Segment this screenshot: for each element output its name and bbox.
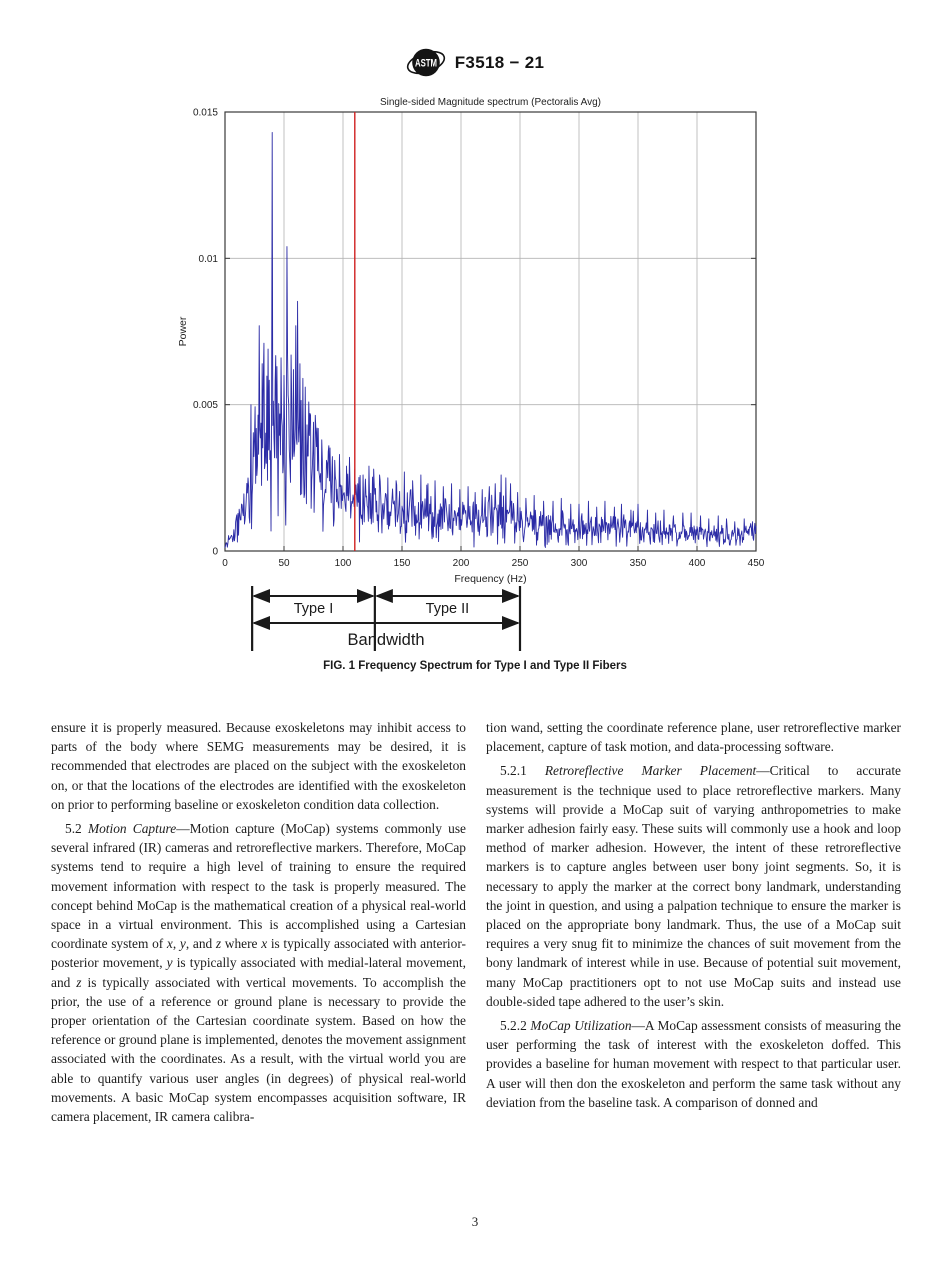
svg-text:450: 450 (747, 558, 765, 569)
svg-text:0: 0 (212, 546, 218, 558)
paragraph: 5.2.2 MoCap Utilization—A MoCap assessment consists of measuring the user performing the task of interest with the exoskeleton doffed. This provides a baseline for human movement with respect to that particular user. A user will then don the exoskeleton and perform the same task without any deviation from the baseline task. A comparison of donned and (486, 1018, 901, 1110)
svg-text:300: 300 (570, 558, 588, 569)
page-number: 3 (471, 1214, 479, 1229)
y-axis-label: Power (177, 316, 189, 347)
svg-text:50: 50 (278, 558, 290, 569)
svg-text:250: 250 (511, 558, 529, 569)
svg-text:150: 150 (393, 558, 411, 569)
astm-logo-icon (406, 44, 446, 81)
spectrum-line (225, 132, 756, 547)
spectrum-chart (160, 92, 780, 597)
body-column-left (51, 718, 466, 1126)
paragraph: tion wand, setting the coordinate reference plane, user retroreflective marker placement, capture of task motion, and data-processing software. (486, 720, 901, 755)
paragraph: 5.2 Motion Capture—Motion capture (MoCap) systems commonly use several infrared (IR) cameras and retroreflective markers. Therefore, MoCap systems tend to require a high level of training to ensure the required movement information with respect to the task is properly measured. The concept behind MoCap is the mathematical creation of a physical real-world space in a virtual environment. This is accomplished using a Cartesian coordinate system of x, y, and z where x is typically associated with anterior-posterior movement, y is typically associated with medial-lateral movement, and z is typically associated with vertical movements. To accomplish the prior, the use of a reference or ground plane is necessary to provide the proper orientation of the Cartesian coordinate system. Based on how the reference or ground plane is implemented, denotes the movement assignment associated with the coordinates. As a result, with the virtual world you are able to quantify various user angles (in degrees) of physical real-world movements. A basic MoCap system encompasses acquisition software, IR camera placement, IR camera calibra- (51, 821, 466, 1125)
svg-text:400: 400 (688, 558, 706, 569)
svg-text:0.015: 0.015 (192, 107, 218, 119)
astm-logo-text: ASTM (414, 57, 437, 70)
x-axis-label: Frequency (Hz) (454, 573, 527, 585)
bandwidth-diagram (160, 583, 780, 655)
page-header (0, 44, 950, 81)
bandwidth-label: Bandwidth (347, 631, 425, 649)
svg-text:0.005: 0.005 (192, 400, 218, 412)
body-column-right (486, 718, 901, 1112)
svg-text:0.01: 0.01 (198, 253, 218, 265)
svg-text:0: 0 (222, 558, 228, 569)
chart-title: Single-sided Magnitude spectrum (Pectoralis Avg) (379, 97, 602, 108)
paragraph: 5.2.1 Retroreflective Marker Placement—Critical to accurate measurement is the technique used to place retroreflective markers. Many systems will provide a MoCap suit of varying anthropometries to make marker adhesion fairly easy. These suits will commonly use a hook and loop method of marker adhesion. However, the intent of these retroreflective markers is to capture angles between user bony joint segments. So, it is necessary to apply the marker at the correct bony landmark, understanding the joint in question, and using a palpation technique to ensure the marker is placed on the appropriate bony landmark. Thus, the use of a MoCap suit requires a very snug fit to minimize the chances of suit movement from the bony landmark of interest while in use. Because of potential suit movement, many MoCap practitioners opt to not use MoCap suits and instead use double-sided tape adhered to the user’s skin. (486, 763, 901, 1009)
doc-number: F3518 − 21 (454, 52, 545, 72)
figure-caption: FIG. 1 Frequency Spectrum for Type I and Type II Fibers (323, 660, 627, 672)
type1-label: Type I (293, 601, 334, 617)
type2-label: Type II (425, 601, 470, 617)
svg-text:100: 100 (334, 558, 352, 569)
svg-text:350: 350 (629, 558, 647, 569)
svg-text:200: 200 (452, 558, 470, 569)
paragraph: ensure it is properly measured. Because exoskeletons may inhibit access to parts of the body where SEMG measurements may be desired, it is recommended that electrodes are placed on the subject with the exoskeleton on, or that the locations of the electrodes are identified with the exoskeleton on prior to performing baseline or exoskeleton condition data collection. (51, 720, 466, 812)
